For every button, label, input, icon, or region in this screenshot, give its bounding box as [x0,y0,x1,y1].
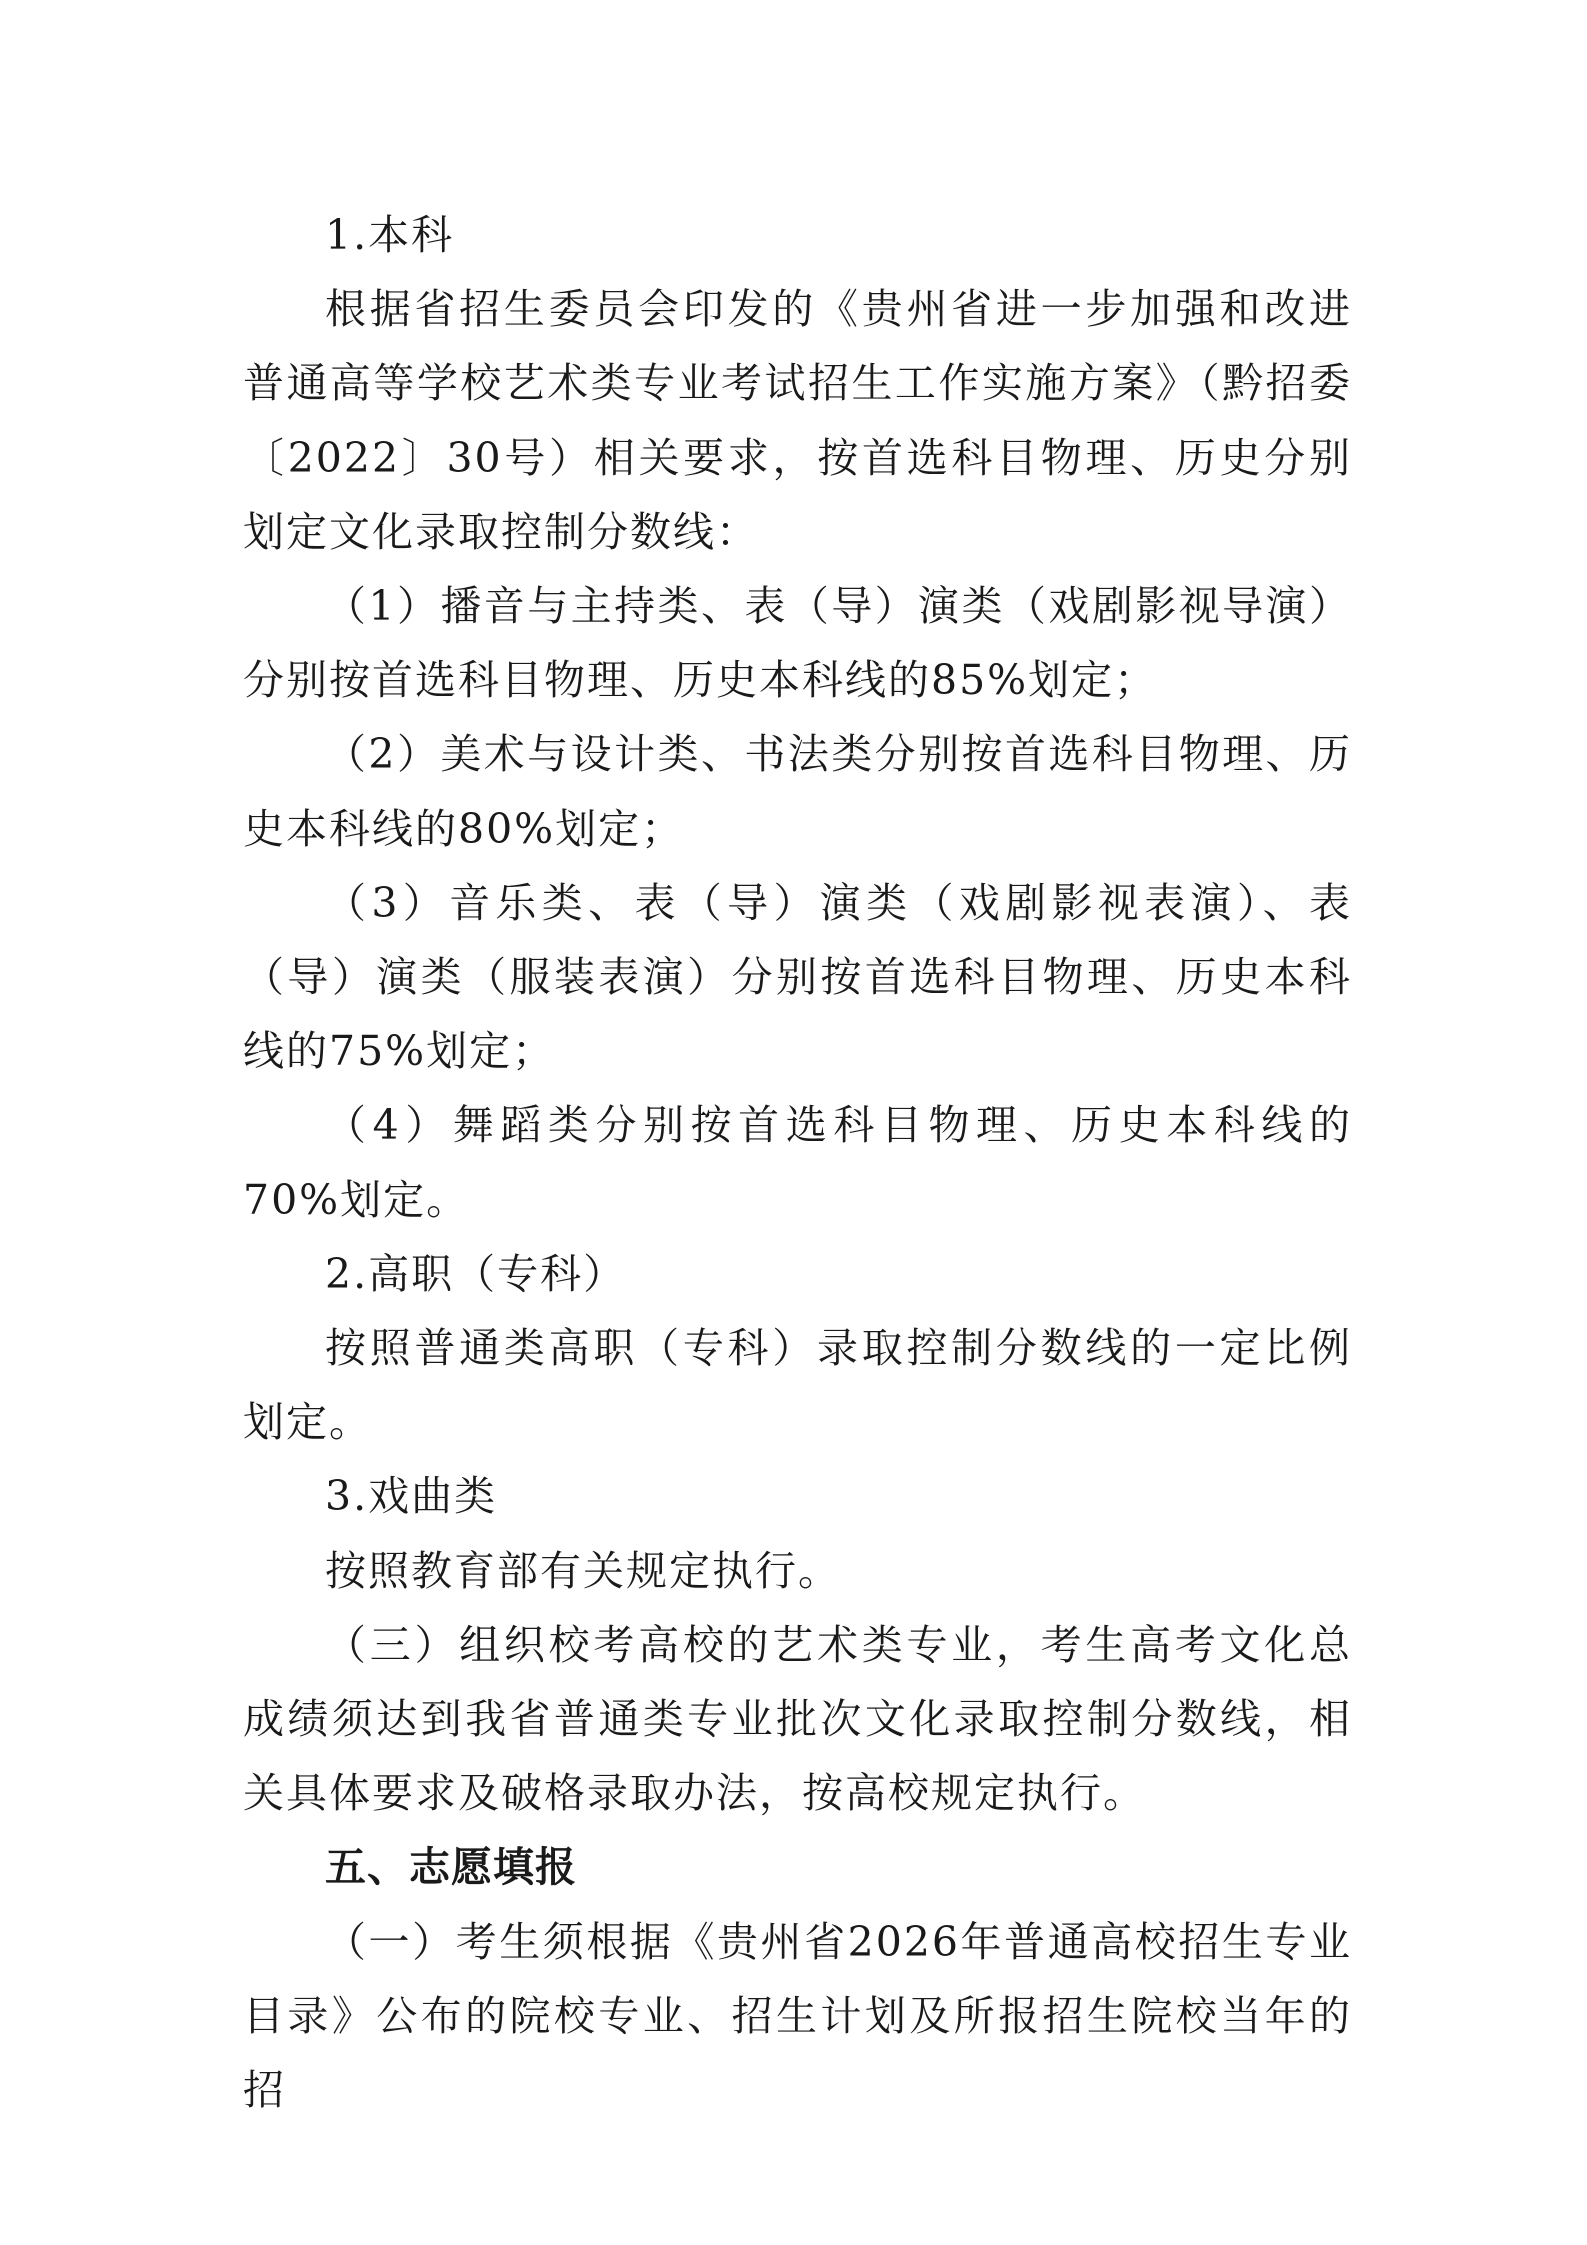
subheading-undergraduate: 1.本科 [325,211,455,259]
list-item: （3）音乐类、表（导）演类（戏剧影视表演）、表（导）演类（服装表演）分别按首选科目物理、历史本科线的75%划定； [243,878,1352,1076]
document-body [243,198,1352,2127]
body-paragraph: 根据省招生委员会印发的《贵州省进一步加强和改进普通高等学校艺术类专业考试招生工作实施方案》（黔招委〔2022〕30号）相关要求，按首选科目物理、历史分别划定文化录取控制分数线： [243,285,1352,556]
subheading-vocational: 2.高职（专科） [325,1249,627,1298]
list-item: （2）美术与设计类、书法类分别按首选科目物理、历史本科线的80%划定； [243,730,1352,853]
body-paragraph: （一）考生须根据《贵州省2026年普通高校招生专业目录》公布的院校专业、招生计划及所报招生院校当年的招 [243,1917,1352,2115]
body-paragraph: 按照教育部有关规定执行。 [325,1546,841,1595]
body-paragraph: （三）组织校考高校的艺术类专业，考生高考文化总成绩须达到我省普通类专业批次文化录取控制分数线，相关具体要求及破格录取办法，按高校规定执行。 [243,1620,1352,1818]
subheading-opera: 3.戏曲类 [325,1472,498,1521]
list-item: （1）播音与主持类、表（导）演类（戏剧影视导演）分别按首选科目物理、历史本科线的85%划定； [243,582,1352,705]
body-paragraph: 按照普通类高职（专科）录取控制分数线的一定比例划定。 [243,1324,1352,1447]
list-item: （4）舞蹈类分别按首选科目物理、历史本科线的70%划定。 [243,1101,1352,1224]
section-heading: 五、志愿填报 [325,1843,577,1892]
